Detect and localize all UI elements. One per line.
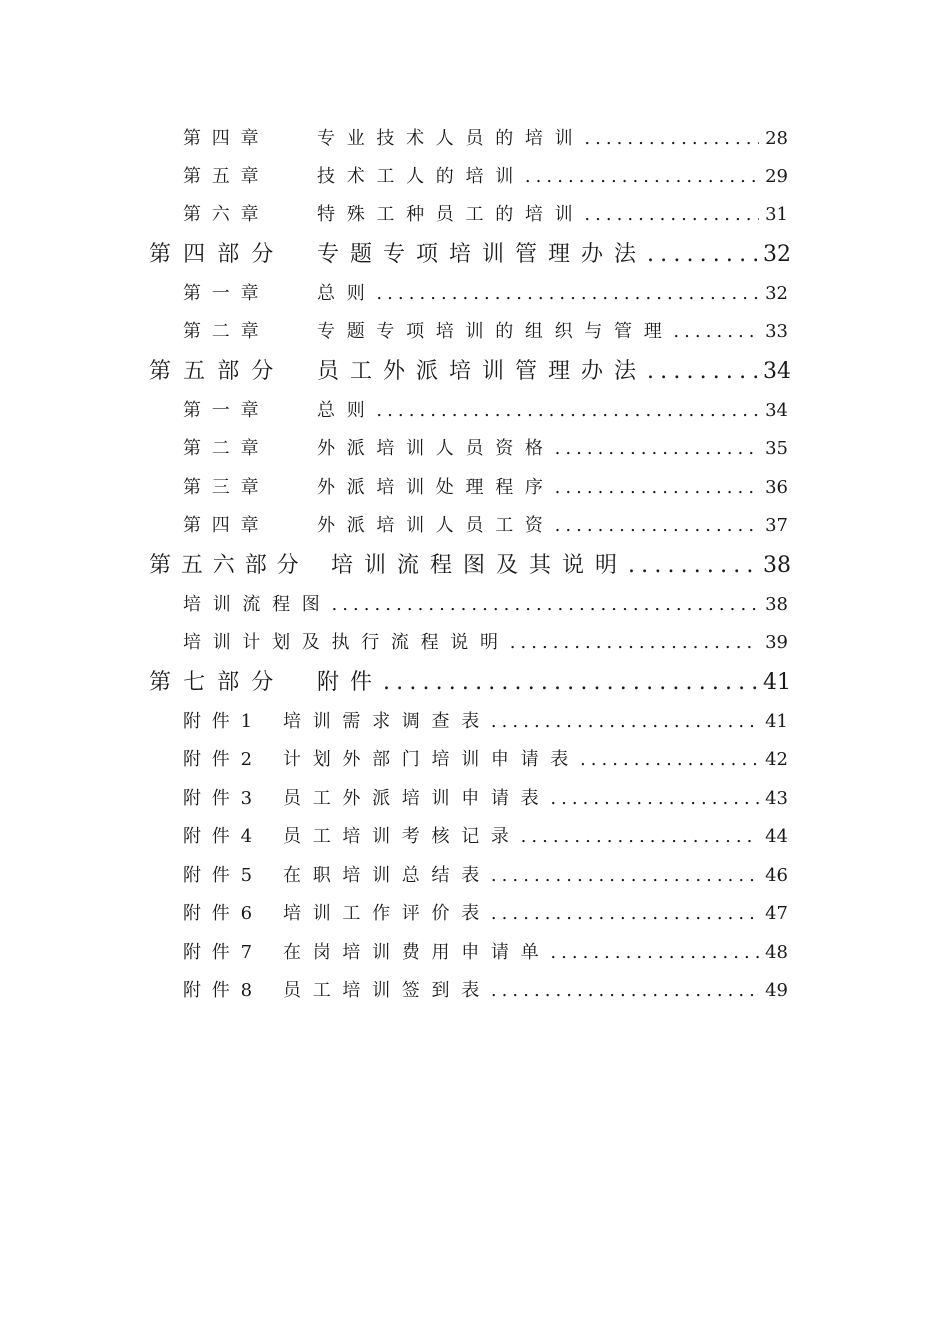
toc-label: 第四部分 xyxy=(149,242,286,267)
toc-leader xyxy=(673,321,759,342)
toc-label: 第四章 xyxy=(183,515,270,536)
toc-page-number: 34 xyxy=(765,400,788,421)
toc-leader xyxy=(555,515,759,536)
toc-entry[interactable] xyxy=(183,861,788,887)
toc-title: 外派培训处理程序 xyxy=(317,477,555,498)
toc-part-entry[interactable] xyxy=(149,354,791,384)
toc-label: 附件7 xyxy=(183,942,263,963)
toc-leader xyxy=(584,128,759,149)
toc-label: 附件6 xyxy=(183,903,263,924)
toc-page-number: 33 xyxy=(765,321,788,342)
toc-page-number: 38 xyxy=(765,594,788,615)
toc-entry[interactable] xyxy=(183,822,788,848)
toc-title: 附件 xyxy=(317,670,384,695)
toc-label: 第二章 xyxy=(183,438,270,459)
toc-entry[interactable] xyxy=(183,162,788,188)
toc-entry[interactable] xyxy=(183,707,788,733)
toc-page-number: 29 xyxy=(765,166,788,187)
toc-page-number: 36 xyxy=(765,477,788,498)
toc-title: 外派培训人员工资 xyxy=(317,515,555,536)
toc-entry[interactable] xyxy=(183,511,788,537)
toc-leader xyxy=(584,204,759,225)
toc-page-number: 41 xyxy=(763,670,791,695)
toc-label: 附件2 xyxy=(183,749,263,770)
toc-leader xyxy=(491,865,759,886)
toc-entry[interactable] xyxy=(183,899,788,925)
toc-title: 培训流程图及其说明 xyxy=(331,553,629,578)
toc-leader xyxy=(491,903,759,924)
toc-entry[interactable] xyxy=(183,745,788,771)
toc-entry[interactable] xyxy=(183,317,788,343)
toc-part-entry[interactable] xyxy=(149,665,791,695)
toc-title: 培训计划及执行流程说明 xyxy=(183,632,510,653)
toc-label: 第四章 xyxy=(183,128,270,149)
toc-page-number: 38 xyxy=(763,553,791,578)
toc-page-number: 31 xyxy=(765,204,788,225)
toc-page-number: 28 xyxy=(765,128,788,149)
toc-entry[interactable] xyxy=(183,279,788,305)
toc-entry[interactable] xyxy=(183,976,788,1002)
toc-entry[interactable] xyxy=(183,124,788,150)
toc-title: 在职培训总结表 xyxy=(283,865,491,886)
toc-part-entry[interactable] xyxy=(149,548,791,578)
toc-title: 外派培训人员资格 xyxy=(317,438,555,459)
toc-label: 第一章 xyxy=(183,283,270,304)
toc-title: 员工培训签到表 xyxy=(283,980,491,1001)
toc-leader xyxy=(510,632,759,653)
toc-page-number: 44 xyxy=(765,826,788,847)
toc-page-number: 49 xyxy=(765,980,788,1001)
toc-page-number: 34 xyxy=(763,359,791,384)
toc-title: 培训流程图 xyxy=(183,594,332,615)
toc-title: 总则 xyxy=(317,400,377,421)
toc-label: 附件1 xyxy=(183,711,263,732)
toc-title: 员工外派培训申请表 xyxy=(283,788,551,809)
toc-title: 员工外派培训管理办法 xyxy=(317,359,648,384)
toc-page-number: 39 xyxy=(765,632,788,653)
toc-entry[interactable] xyxy=(183,473,788,499)
toc-leader xyxy=(491,980,759,1001)
toc-page-number: 47 xyxy=(765,903,788,924)
toc-leader xyxy=(383,670,757,695)
toc-page-number: 37 xyxy=(765,515,788,536)
toc-page-number: 46 xyxy=(765,865,788,886)
toc-label: 附件4 xyxy=(183,826,263,847)
toc-label: 第一章 xyxy=(183,400,270,421)
toc-entry[interactable] xyxy=(183,590,788,616)
toc-title: 专题专项培训管理办法 xyxy=(317,242,648,267)
toc-page-number: 32 xyxy=(763,242,791,267)
toc-title: 计划外部门培训申请表 xyxy=(283,749,580,770)
toc-leader xyxy=(550,788,759,809)
toc-leader xyxy=(647,242,757,267)
toc-label: 第五部分 xyxy=(149,359,286,384)
toc-entry[interactable] xyxy=(183,200,788,226)
toc-leader xyxy=(376,283,759,304)
toc-page-number: 42 xyxy=(765,749,788,770)
toc-leader xyxy=(647,359,757,384)
toc-leader xyxy=(525,166,759,187)
toc-title: 特殊工种员工的培训 xyxy=(317,204,585,225)
toc-label: 附件3 xyxy=(183,788,263,809)
toc-leader xyxy=(491,711,759,732)
toc-label: 第七部分 xyxy=(149,670,286,695)
toc-label: 附件8 xyxy=(183,980,263,1001)
toc-leader xyxy=(628,553,757,578)
toc-label: 附件5 xyxy=(183,865,263,886)
toc-page-number: 35 xyxy=(765,438,788,459)
toc-page-number: 41 xyxy=(765,711,788,732)
toc-leader xyxy=(555,477,759,498)
toc-entry[interactable] xyxy=(183,434,788,460)
toc-entry[interactable] xyxy=(183,784,788,810)
toc-label: 第五章 xyxy=(183,166,270,187)
toc-leader xyxy=(376,400,759,421)
toc-label: 第二章 xyxy=(183,321,270,342)
toc-page-number: 32 xyxy=(765,283,788,304)
toc-part-entry[interactable] xyxy=(149,237,791,267)
toc-label: 第三章 xyxy=(183,477,270,498)
toc-leader xyxy=(555,438,759,459)
toc-leader xyxy=(521,826,759,847)
toc-page-number: 43 xyxy=(765,788,788,809)
toc-title: 技术工人的培训 xyxy=(317,166,525,187)
toc-entry[interactable] xyxy=(183,628,788,654)
toc-title: 总则 xyxy=(317,283,377,304)
toc-leader xyxy=(580,749,759,770)
toc-title: 员工培训考核记录 xyxy=(283,826,521,847)
toc-label: 第五六部分 xyxy=(149,553,309,578)
toc-leader xyxy=(550,942,759,963)
toc-title: 培训工作评价表 xyxy=(283,903,491,924)
toc-entry[interactable] xyxy=(183,938,788,964)
toc-title: 专题专项培训的组织与管理 xyxy=(317,321,674,342)
toc-label: 第六章 xyxy=(183,204,270,225)
toc-entry[interactable] xyxy=(183,396,788,422)
toc-page-number: 48 xyxy=(765,942,788,963)
toc-title: 专业技术人员的培训 xyxy=(317,128,585,149)
toc-title: 在岗培训费用申请单 xyxy=(283,942,551,963)
toc-leader xyxy=(332,594,760,615)
toc-title: 培训需求调查表 xyxy=(283,711,491,732)
